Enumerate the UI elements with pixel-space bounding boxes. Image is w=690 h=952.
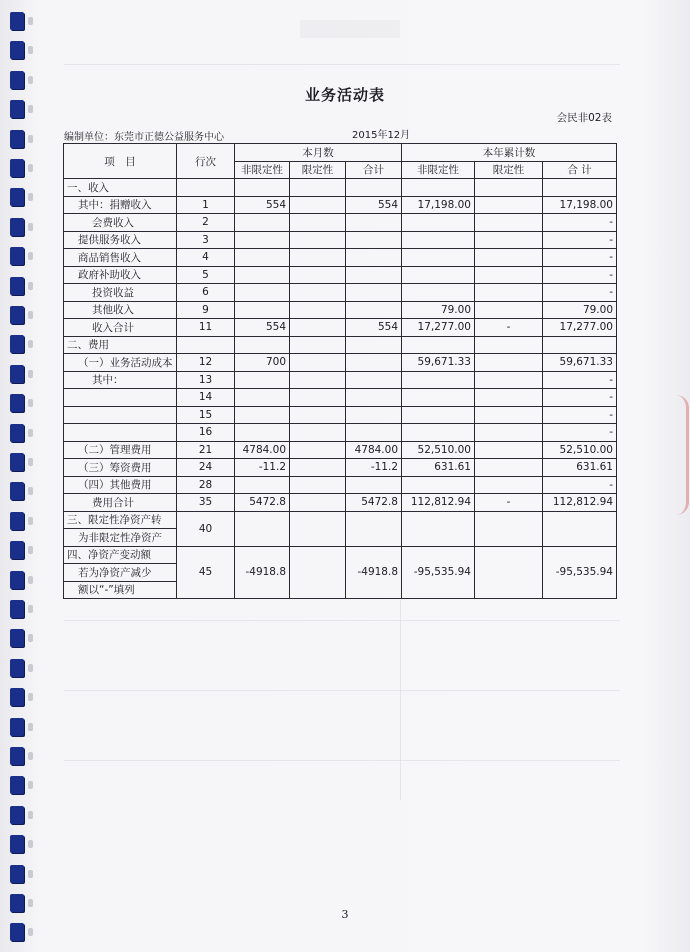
punch-hole bbox=[28, 870, 33, 878]
row-value-m-t bbox=[346, 266, 402, 284]
row-value-y-t: - bbox=[543, 406, 617, 424]
row-value-y-r bbox=[475, 336, 543, 354]
row-value-m-u bbox=[235, 179, 290, 197]
binding-ring bbox=[10, 130, 24, 148]
table-row bbox=[64, 494, 617, 512]
row-value-y-t: 17,198.00 bbox=[543, 196, 617, 214]
row-value-m-u: 700 bbox=[235, 354, 290, 372]
punch-hole bbox=[28, 546, 33, 554]
punch-hole bbox=[28, 340, 33, 348]
row-value-m-u: 554 bbox=[235, 196, 290, 214]
row-value-y-u: 79.00 bbox=[402, 301, 475, 319]
table-row-net-1 bbox=[64, 546, 617, 564]
row-value-m-r bbox=[290, 249, 346, 267]
punch-hole bbox=[28, 576, 33, 584]
row-value-m-t: -11.2 bbox=[346, 459, 402, 477]
row-value-m-t bbox=[346, 284, 402, 302]
row-item-label bbox=[64, 424, 177, 442]
row-value-y-u bbox=[402, 249, 475, 267]
net-change-year-unrestricted: -95,535.94 bbox=[402, 546, 475, 599]
row-value-y-t bbox=[543, 336, 617, 354]
binding-ring bbox=[10, 865, 24, 883]
punch-hole bbox=[28, 311, 33, 319]
row-line-no: 28 bbox=[177, 476, 235, 494]
punch-hole bbox=[28, 17, 33, 25]
row-value-y-r bbox=[475, 266, 543, 284]
row-value-m-t bbox=[346, 249, 402, 267]
table-row bbox=[64, 336, 617, 354]
row-item-label: （三）筹资费用 bbox=[64, 459, 177, 477]
row-item-label: 投资收益 bbox=[64, 284, 177, 302]
row-item-label: 政府补助收入 bbox=[64, 266, 177, 284]
punch-hole bbox=[28, 752, 33, 760]
binding-ring bbox=[10, 718, 24, 736]
row-item-label: 收入合计 bbox=[64, 319, 177, 337]
binding-ring bbox=[10, 453, 24, 471]
bleed-through-line bbox=[64, 64, 620, 65]
red-seal-edge bbox=[676, 395, 689, 515]
binding-ring bbox=[10, 776, 24, 794]
binding-ring bbox=[10, 923, 24, 941]
row-line-no: 4 bbox=[177, 249, 235, 267]
table-row bbox=[64, 476, 617, 494]
table-row bbox=[64, 301, 617, 319]
table-row bbox=[64, 284, 617, 302]
row-line-no: 13 bbox=[177, 371, 235, 389]
row-value-y-t: 52,510.00 bbox=[543, 441, 617, 459]
row-value-m-r bbox=[290, 179, 346, 197]
row-value-m-r bbox=[290, 266, 346, 284]
punch-hole bbox=[28, 164, 33, 172]
row-value-y-t: - bbox=[543, 476, 617, 494]
binding-ring bbox=[10, 541, 24, 559]
bleed-through-line bbox=[64, 690, 620, 691]
row-value-y-r bbox=[475, 389, 543, 407]
punch-hole bbox=[28, 135, 33, 143]
report-title: 业务活动表 bbox=[304, 86, 385, 104]
table-row bbox=[64, 231, 617, 249]
punch-hole bbox=[28, 193, 33, 201]
binding-ring bbox=[10, 659, 24, 677]
row-value-y-u bbox=[402, 336, 475, 354]
row-value-y-r bbox=[475, 371, 543, 389]
row-value-m-t bbox=[346, 214, 402, 232]
net-change-label-2: 若为净资产减少 bbox=[64, 564, 177, 582]
row-value-m-t: 4784.00 bbox=[346, 441, 402, 459]
row-value-m-u bbox=[235, 476, 290, 494]
table-row bbox=[64, 266, 617, 284]
year-total-header: 合 计 bbox=[543, 161, 617, 179]
row-value-m-u bbox=[235, 371, 290, 389]
row-value-y-u bbox=[402, 266, 475, 284]
row-value-y-t: - bbox=[543, 266, 617, 284]
activity-table bbox=[63, 143, 617, 599]
row-value-m-t bbox=[346, 354, 402, 372]
net-change-line-no: 45 bbox=[177, 546, 235, 599]
binding-ring bbox=[10, 806, 24, 824]
row-value-y-t: - bbox=[543, 249, 617, 267]
row-value-y-r bbox=[475, 459, 543, 477]
row-value-m-u: -11.2 bbox=[235, 459, 290, 477]
table-row bbox=[64, 424, 617, 442]
table-row bbox=[64, 179, 617, 197]
row-value-y-r: - bbox=[475, 494, 543, 512]
row-value-y-r bbox=[475, 441, 543, 459]
table-row bbox=[64, 196, 617, 214]
month-header: 本月数 bbox=[235, 144, 402, 162]
row-item-label: （四）其他费用 bbox=[64, 476, 177, 494]
row-value-m-t bbox=[346, 336, 402, 354]
row-value-y-t: - bbox=[543, 371, 617, 389]
row-value-y-t bbox=[543, 179, 617, 197]
row-value-m-r bbox=[290, 441, 346, 459]
row-value-m-r bbox=[290, 459, 346, 477]
bleed-through-text bbox=[300, 20, 400, 38]
binding-ring bbox=[10, 747, 24, 765]
punch-hole bbox=[28, 105, 33, 113]
reporting-unit: 编制单位：东莞市正德公益服务中心 bbox=[64, 132, 224, 143]
row-value-m-r bbox=[290, 336, 346, 354]
row-value-m-r bbox=[290, 424, 346, 442]
punch-hole bbox=[28, 605, 33, 613]
binding-ring bbox=[10, 688, 24, 706]
binding-ring bbox=[10, 482, 24, 500]
transfer-line-no: 40 bbox=[177, 511, 235, 546]
row-value-y-r bbox=[475, 231, 543, 249]
row-value-y-u bbox=[402, 476, 475, 494]
row-value-m-u bbox=[235, 266, 290, 284]
row-value-m-u: 4784.00 bbox=[235, 441, 290, 459]
month-total-header: 合计 bbox=[346, 161, 402, 179]
row-line-no: 21 bbox=[177, 441, 235, 459]
row-value-y-u: 17,198.00 bbox=[402, 196, 475, 214]
row-value-y-t: - bbox=[543, 389, 617, 407]
row-item-label: 一、收入 bbox=[64, 179, 177, 197]
row-item-label: 二、费用 bbox=[64, 336, 177, 354]
row-value-m-t: 554 bbox=[346, 319, 402, 337]
bleed-through-line bbox=[400, 600, 401, 800]
row-value-m-r bbox=[290, 371, 346, 389]
row-value-m-r bbox=[290, 231, 346, 249]
row-line-no: 24 bbox=[177, 459, 235, 477]
table-row bbox=[64, 441, 617, 459]
binding-ring bbox=[10, 12, 24, 30]
row-value-y-t: - bbox=[543, 284, 617, 302]
row-item-label: 费用合计 bbox=[64, 494, 177, 512]
binding-ring bbox=[10, 600, 24, 618]
year-header: 本年累计数 bbox=[402, 144, 617, 162]
net-change-label-1: 四、净资产变动额 bbox=[64, 546, 177, 564]
month-restricted-header: 限定性 bbox=[290, 161, 346, 179]
row-value-m-t bbox=[346, 231, 402, 249]
row-item-label: 其中： bbox=[64, 371, 177, 389]
table-row-transfer-1 bbox=[64, 511, 617, 529]
punch-hole bbox=[28, 282, 33, 290]
row-value-y-t: 17,277.00 bbox=[543, 319, 617, 337]
row-item-label: 会费收入 bbox=[64, 214, 177, 232]
row-item-label: （一）业务活动成本 bbox=[64, 354, 177, 372]
binding-ring bbox=[10, 306, 24, 324]
binding-ring bbox=[10, 159, 24, 177]
binding-ring bbox=[10, 41, 24, 59]
row-value-y-u: 631.61 bbox=[402, 459, 475, 477]
row-value-m-u bbox=[235, 336, 290, 354]
row-line-no: 9 bbox=[177, 301, 235, 319]
month-unrestricted-header: 非限定性 bbox=[235, 161, 290, 179]
punch-hole bbox=[28, 487, 33, 495]
item-header: 项 目 bbox=[64, 144, 177, 179]
row-value-m-r bbox=[290, 354, 346, 372]
punch-hole bbox=[28, 840, 33, 848]
net-change-month-total: -4918.8 bbox=[346, 546, 402, 599]
table-row bbox=[64, 354, 617, 372]
row-value-m-u bbox=[235, 214, 290, 232]
row-value-y-r bbox=[475, 301, 543, 319]
punch-hole bbox=[28, 693, 33, 701]
row-item-label: 商品销售收入 bbox=[64, 249, 177, 267]
binding-ring bbox=[10, 247, 24, 265]
row-value-y-r bbox=[475, 196, 543, 214]
row-item-label: 提供服务收入 bbox=[64, 231, 177, 249]
row-value-m-r bbox=[290, 214, 346, 232]
form-number: 会民非02表 bbox=[556, 112, 612, 124]
row-value-m-u bbox=[235, 389, 290, 407]
row-value-y-u bbox=[402, 424, 475, 442]
row-value-y-r bbox=[475, 476, 543, 494]
row-value-y-r bbox=[475, 214, 543, 232]
row-value-m-t bbox=[346, 406, 402, 424]
punch-hole bbox=[28, 723, 33, 731]
row-line-no bbox=[177, 336, 235, 354]
transfer-label-2: 为非限定性净资产 bbox=[64, 529, 177, 547]
row-item-label bbox=[64, 406, 177, 424]
row-value-y-u bbox=[402, 371, 475, 389]
row-value-m-t bbox=[346, 389, 402, 407]
table-row bbox=[64, 319, 617, 337]
punch-hole bbox=[28, 517, 33, 525]
table-row bbox=[64, 389, 617, 407]
row-value-m-r bbox=[290, 284, 346, 302]
row-line-no: 16 bbox=[177, 424, 235, 442]
punch-hole bbox=[28, 811, 33, 819]
line-header: 行次 bbox=[177, 144, 235, 179]
punch-hole bbox=[28, 46, 33, 54]
punch-hole bbox=[28, 458, 33, 466]
row-item-label: （二）管理费用 bbox=[64, 441, 177, 459]
row-value-y-t: 631.61 bbox=[543, 459, 617, 477]
punch-hole bbox=[28, 429, 33, 437]
header-row-1 bbox=[64, 144, 617, 162]
binding-ring bbox=[10, 512, 24, 530]
row-value-y-t: - bbox=[543, 424, 617, 442]
row-value-m-r bbox=[290, 301, 346, 319]
row-line-no: 15 bbox=[177, 406, 235, 424]
row-value-y-u: 59,671.33 bbox=[402, 354, 475, 372]
page-number: 3 bbox=[341, 908, 349, 921]
table-row bbox=[64, 406, 617, 424]
row-value-m-t bbox=[346, 179, 402, 197]
punch-hole bbox=[28, 76, 33, 84]
row-value-y-r bbox=[475, 249, 543, 267]
row-item-label: 其他收入 bbox=[64, 301, 177, 319]
report-period: 2015年12月 bbox=[352, 130, 411, 141]
binding-ring bbox=[10, 835, 24, 853]
row-value-m-r bbox=[290, 389, 346, 407]
row-value-y-r bbox=[475, 406, 543, 424]
year-restricted-header: 限定性 bbox=[475, 161, 543, 179]
row-line-no: 5 bbox=[177, 266, 235, 284]
row-value-m-t: 5472.8 bbox=[346, 494, 402, 512]
row-value-y-u bbox=[402, 179, 475, 197]
binding-ring bbox=[10, 629, 24, 647]
punch-hole bbox=[28, 252, 33, 260]
row-line-no: 1 bbox=[177, 196, 235, 214]
row-value-y-t: 79.00 bbox=[543, 301, 617, 319]
table-row bbox=[64, 214, 617, 232]
row-value-y-u bbox=[402, 406, 475, 424]
row-value-m-u bbox=[235, 231, 290, 249]
table-row bbox=[64, 459, 617, 477]
row-value-y-t: - bbox=[543, 214, 617, 232]
bleed-through-line bbox=[64, 620, 620, 621]
row-value-y-u bbox=[402, 284, 475, 302]
row-value-m-r bbox=[290, 319, 346, 337]
table-row bbox=[64, 371, 617, 389]
row-line-no: 3 bbox=[177, 231, 235, 249]
row-line-no bbox=[177, 179, 235, 197]
row-value-y-t: 112,812.94 bbox=[543, 494, 617, 512]
row-value-m-r bbox=[290, 494, 346, 512]
binding-ring bbox=[10, 335, 24, 353]
row-line-no: 2 bbox=[177, 214, 235, 232]
row-value-m-r bbox=[290, 196, 346, 214]
binding-ring bbox=[10, 571, 24, 589]
row-value-m-t bbox=[346, 301, 402, 319]
row-value-m-r bbox=[290, 476, 346, 494]
row-value-y-u: 52,510.00 bbox=[402, 441, 475, 459]
row-value-m-u: 554 bbox=[235, 319, 290, 337]
row-value-m-t bbox=[346, 476, 402, 494]
punch-hole bbox=[28, 223, 33, 231]
binding-ring bbox=[10, 218, 24, 236]
punch-hole bbox=[28, 781, 33, 789]
row-item-label bbox=[64, 389, 177, 407]
row-value-m-u bbox=[235, 284, 290, 302]
net-change-label-3: 额以“-”填列 bbox=[64, 581, 177, 599]
row-value-y-r: - bbox=[475, 319, 543, 337]
row-line-no: 12 bbox=[177, 354, 235, 372]
row-value-y-u bbox=[402, 214, 475, 232]
row-value-y-u bbox=[402, 389, 475, 407]
punch-hole bbox=[28, 899, 33, 907]
row-value-y-r bbox=[475, 354, 543, 372]
row-line-no: 11 bbox=[177, 319, 235, 337]
row-line-no: 14 bbox=[177, 389, 235, 407]
row-value-y-r bbox=[475, 284, 543, 302]
row-value-m-u bbox=[235, 249, 290, 267]
row-value-m-t: 554 bbox=[346, 196, 402, 214]
row-value-y-u: 17,277.00 bbox=[402, 319, 475, 337]
row-value-y-r bbox=[475, 179, 543, 197]
year-unrestricted-header: 非限定性 bbox=[402, 161, 475, 179]
row-value-y-u bbox=[402, 231, 475, 249]
transfer-label-1: 三、限定性净资产转 bbox=[64, 511, 177, 529]
punch-hole bbox=[28, 928, 33, 936]
row-line-no: 35 bbox=[177, 494, 235, 512]
binding-ring bbox=[10, 424, 24, 442]
net-change-year-total: -95,535.94 bbox=[543, 546, 617, 599]
row-value-m-t bbox=[346, 371, 402, 389]
net-change-month-unrestricted: -4918.8 bbox=[235, 546, 290, 599]
row-value-y-u: 112,812.94 bbox=[402, 494, 475, 512]
row-value-y-r bbox=[475, 424, 543, 442]
row-value-m-r bbox=[290, 406, 346, 424]
punch-hole bbox=[28, 634, 33, 642]
binding-ring bbox=[10, 188, 24, 206]
row-value-y-t: - bbox=[543, 231, 617, 249]
row-line-no: 6 bbox=[177, 284, 235, 302]
row-value-m-u bbox=[235, 301, 290, 319]
row-value-m-u bbox=[235, 424, 290, 442]
row-value-y-t: 59,671.33 bbox=[543, 354, 617, 372]
binding-ring bbox=[10, 394, 24, 412]
punch-hole bbox=[28, 370, 33, 378]
binding-ring bbox=[10, 277, 24, 295]
table-row bbox=[64, 249, 617, 267]
punch-hole bbox=[28, 664, 33, 672]
row-value-m-u: 5472.8 bbox=[235, 494, 290, 512]
row-item-label: 其中：捐赠收入 bbox=[64, 196, 177, 214]
spiral-binding bbox=[0, 0, 36, 952]
row-value-m-u bbox=[235, 406, 290, 424]
binding-ring bbox=[10, 365, 24, 383]
punch-hole bbox=[28, 399, 33, 407]
row-value-m-t bbox=[346, 424, 402, 442]
bleed-through-line bbox=[64, 760, 620, 761]
